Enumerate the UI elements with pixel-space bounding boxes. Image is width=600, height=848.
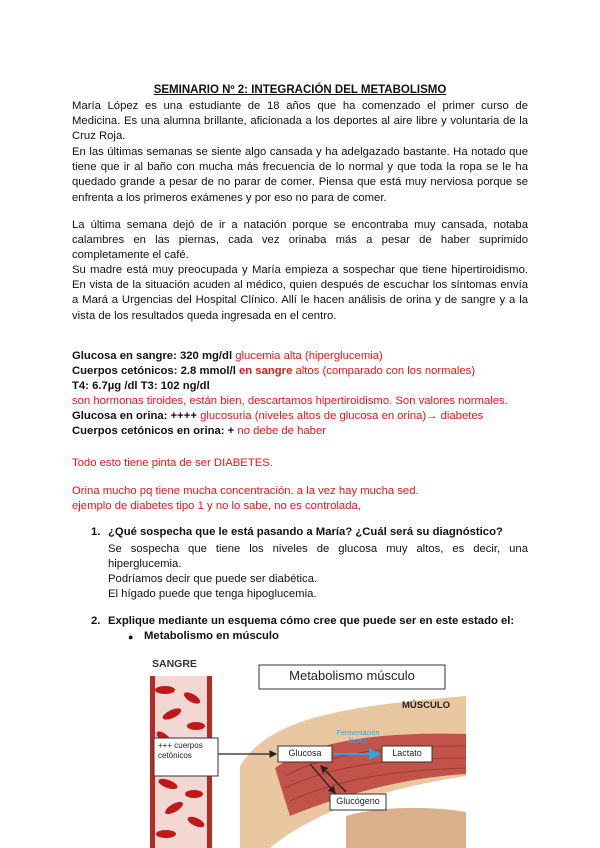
lactato-label: Lactato <box>392 748 422 758</box>
result-cuerpos-cetonicos: Cuerpos cetónicos: 2.8 mmol/l en sangre altos (comparado con los normales) <box>72 365 476 377</box>
question-2-bullet: Metabolismo en músculo <box>144 630 279 642</box>
note-line-1: Orina mucho pq tiene mucha concentración. a la vez hay mucha sed. <box>72 485 419 497</box>
cetonicos-label: +++ cuerpos cetónicos <box>158 741 203 760</box>
answer-1-line-2: Podríamos decir que puede ser diabética. <box>108 573 318 585</box>
sangre-label: SANGRE <box>152 658 197 670</box>
page-title: SEMINARIO Nº 2: INTEGRACIÓN DEL METABOLISMO <box>153 84 447 96</box>
result-cetonicos-orina: Cuerpos cetónicos en orina: + no debe de haber <box>72 425 326 437</box>
fermentacion-label: Fermentación láctea <box>336 730 380 745</box>
answer-1-line-3: El hígado puede que tenga hipoglucemia. <box>108 588 317 600</box>
note-line-2: ejemplo de diabetes tipo 1 y no lo sabe, no es controlada, <box>72 500 361 512</box>
glucosa-label: Glucosa <box>288 748 322 758</box>
paragraph-4: Su madre está muy preocupada y María empieza a sospechar que tiene hipertiroidismo. En vista de la situación acuden al médico, quien después de escuchar los síntomas envía a Mará a Urgencias del Hospital Clínico. Allí le hacen análisis de orina y de sangre y a la vista de los resultados queda ingresada en el centro. <box>72 264 528 322</box>
musculo-label: MÚSCULO <box>402 700 451 711</box>
note-diabetes: Todo esto tiene pinta de ser DIABETES. <box>72 457 273 469</box>
answer-1-line-1: Se sospecha que tiene los niveles de glucosa muy altos, es decir, una hiperglucemia. <box>108 543 528 570</box>
paragraph-1: María López es una estudiante de 18 años que ha comenzado el primer curso de Medicina. Es una alumna brillante, aficionada a los deportes al aire libre y voluntaria de la Cruz Roja. <box>72 100 528 143</box>
question-1-text: ¿Qué sospecha que le está pasando a María? ¿Cuál será su diagnóstico? <box>108 526 503 538</box>
figure-title: Metabolismo músculo <box>289 668 415 683</box>
question-1-number: 1. <box>91 526 101 538</box>
result-glucosa-orina: Glucosa en orina: ++++ glucosuria (niveles altos de glucosa en orina)→ diabetes <box>72 410 484 422</box>
question-2-number: 2. <box>91 615 101 627</box>
glucogeno-label: Glucógeno <box>336 796 380 806</box>
bullet-icon: ● <box>128 632 134 642</box>
paragraph-3: La última semana dejó de ir a natación porque se encontraba muy cansada, notaba calambres en las piernas, cada vez orinaba más a pesar de haber suprimido completamente el café. <box>72 219 528 262</box>
result-glucosa-sangre: Glucosa en sangre: 320 mg/dl glucemia alta (hiperglucemia) <box>72 350 383 362</box>
result-tiroides: T4: 6.7µg /dl T3: 102 ng/dl <box>72 380 210 392</box>
question-2-text: Explique mediante un esquema cómo cree que puede ser en este estado el: <box>108 615 515 627</box>
paragraph-2: En las últimas semanas se siente algo cansada y ha adelgazado bastante. Ha notado que tiene que ir al baño con mucha más frecuencia de lo normal y que toda la ropa se le ha quedado grande a pesar de no parar de comer. Piensa que está muy nerviosa porque se enfrenta a los primeros exámenes y por eso no para de comer. <box>72 146 528 204</box>
result-tiroides-note: son hormonas tiroides, están bien, descartamos hipertiroidismo. Son valores normales. <box>72 395 508 407</box>
metabolism-figure <box>150 656 466 848</box>
